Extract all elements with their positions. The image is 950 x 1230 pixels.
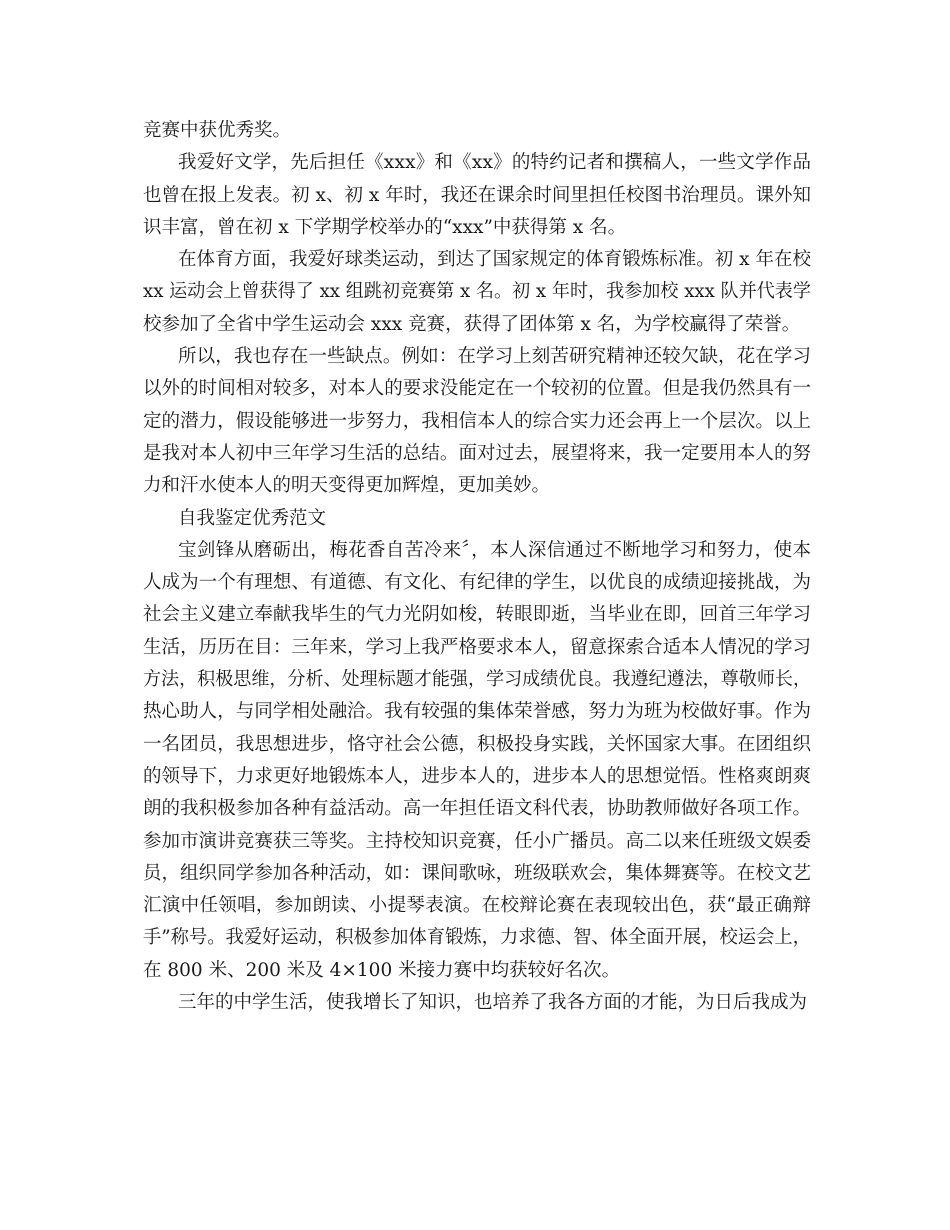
text-line: 人成为一个有理想、有道德、有文化、有纪律的学生，以优良的成绩迎接挑战，为 <box>143 572 812 594</box>
text-line: 在体育方面，我爱好球类运动，到达了国家规定的体育锻炼标准。初 x 年在校 <box>178 249 811 271</box>
text-line: 竞赛中获优秀奖。 <box>143 120 292 141</box>
text-line: 的领导下，力求更好地锻炼本人，进步本人的，进步本人的思想觉悟。性格爽朗爽 <box>143 765 812 787</box>
text-line: 以外的时间相对较多，对本人的要求没能定在一个较初的位置。但是我仍然具有一 <box>143 378 812 400</box>
text-line: xx 运动会上曾获得了 xx 组跳初竞赛第 x 名。初 x 年时，我参加校 xxx 队并代表学 <box>143 281 811 303</box>
document-body <box>143 115 811 1019</box>
text-line: 定的潜力，假设能够进一步努力，我相信本人的综合实力还会再上一个层次。以上 <box>143 410 812 432</box>
text-line: 在 800 米、200 米及 4×100 米接力赛中均获较好名次。 <box>143 959 621 981</box>
text-line: 也曾在报上发表。初 x、初 x 年时，我还在课余时间里担任校图书治理员。课外知 <box>143 184 812 206</box>
text-line: 热心助人，与同学相处融洽。我有较强的集体荣誉感，努力为班为校做好事。作为 <box>143 701 812 723</box>
text-line: 识丰富，曾在初 x 下学期学校举办的“xxx”中获得第 x 名。 <box>143 216 627 238</box>
text-line: 生活，历历在目：三年来，学习上我严格要求本人，留意探索合适本人情况的学习 <box>143 636 812 658</box>
text-line: 三年的中学生活，使我增长了知识，也培养了我各方面的才能，为日后我成为 <box>178 992 808 1014</box>
text-line: 员，组织同学参加各种活动，如：课间歌咏，班级联欢会，集体舞赛等。在校文艺 <box>143 862 812 884</box>
text-line: 力和汗水使本人的明天变得更加辉煌，更加美妙。 <box>143 475 551 497</box>
text-line: 社会主义建立奉献我毕生的气力光阴如梭，转眼即逝，当毕业在即，回首三年学习 <box>143 604 812 626</box>
text-line: 朗的我积极参加各种有益活动。高一年担任语文科代表，协助教师做好各项工作。 <box>143 798 812 820</box>
text-line: 手”称号。我爱好运动，积极参加体育锻炼，力求德、智、体全面开展，校运会上， <box>143 927 811 949</box>
text-line: 所以，我也存在一些缺点。例如：在学习上刻苦研究精神还较欠缺，花在学习 <box>178 346 812 368</box>
text-line: 是我对本人初中三年学习生活的总结。面对过去，展望将来，我一定要用本人的努 <box>143 442 812 464</box>
text-line: 宝剑锋从磨砺出，梅花香自苦冷来〞，本人深信通过不断地学习和努力，使本 <box>178 539 812 561</box>
text-line: 汇演中任领唱，参加朗读、小提琴表演。在校辩论赛在表现较出色，获“最正确辩 <box>143 895 812 917</box>
text-line: 自我鉴定优秀范文 <box>178 507 327 529</box>
text-line: 方法，积极思维，分析、处理标题才能强，学习成绩优良。我遵纪遵法，尊敬师长， <box>143 669 812 691</box>
text-line: 一名团员，我思想进步，恪守社会公德，积极投身实践，关怀国家大事。在团组织 <box>143 733 812 755</box>
text-line: 我爱好文学，先后担任《xxx》和《xx》的特约记者和撰稿人，一些文学作品 <box>178 152 812 174</box>
text-line: 校参加了全省中学生运动会 xxx 竞赛，获得了团体第 x 名，为学校赢得了荣誉。 <box>143 313 801 335</box>
text-line: 参加市演讲竞赛获三等奖。主持校知识竞赛，任小广播员。高二以来任班级文娱委 <box>143 830 812 852</box>
